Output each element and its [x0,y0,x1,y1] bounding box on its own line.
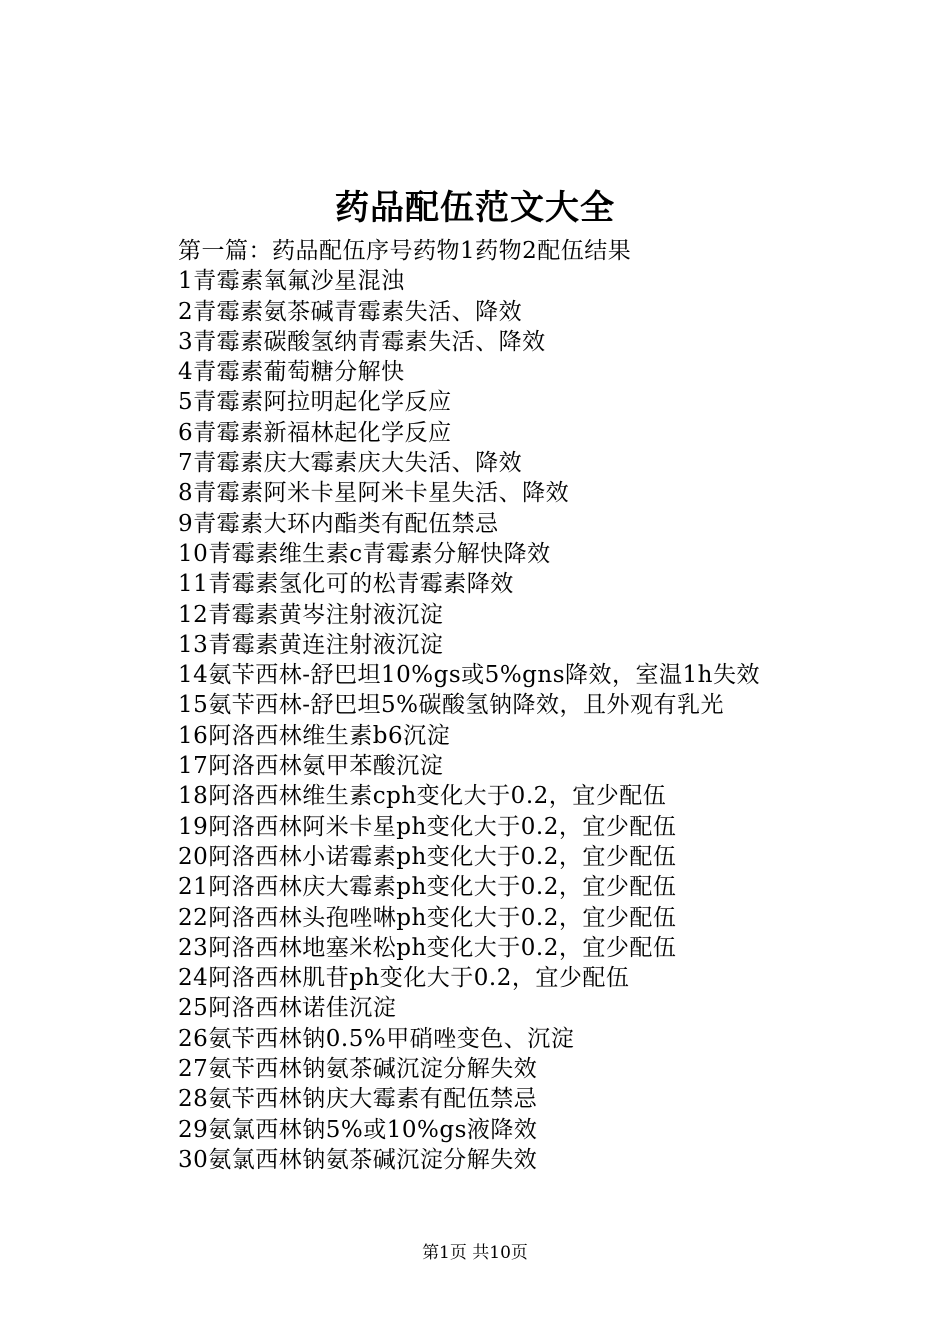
list-item: 28氨苄西林钠庆大霉素有配伍禁忌 [178,1086,538,1113]
list-item: 13青霉素黄连注射液沉淀 [178,631,444,658]
list-item: 9青霉素大环内酯类有配伍禁忌 [178,510,499,537]
list-item: 4青霉素葡萄糖分解快 [178,359,405,386]
document-title: 药品配伍范文大全 [335,188,615,228]
list-item: 24阿洛西林肌苷ph变化大于0.2，宜少配伍 [178,965,630,992]
list-item: 29氨氯西林钠5%或10%gs液降效 [178,1116,538,1143]
list-item: 27氨苄西林钠氨茶碱沉淀分解失效 [178,1056,538,1083]
list-item: 20阿洛西林小诺霉素ph变化大于0.2，宜少配伍 [178,843,677,870]
list-item: 6青霉素新福林起化学反应 [178,419,452,446]
list-item: 15氨苄西林-舒巴坦5%碳酸氢钠降效，且外观有乳光 [178,692,725,719]
list-item: 7青霉素庆大霉素庆大失活、降效 [178,450,523,477]
intro-line: 第一篇：药品配伍序号药物1药物2配伍结果 [178,238,632,264]
list-item: 17阿洛西林氨甲苯酸沉淀 [178,753,444,780]
list-item: 10青霉素维生素c青霉素分解快降效 [178,540,551,567]
list-item: 16阿洛西林维生素b6沉淀 [178,722,451,749]
list-item: 3青霉素碳酸氢纳青霉素失活、降效 [178,328,546,355]
list-item: 25阿洛西林诺佳沉淀 [178,995,397,1022]
list-item: 23阿洛西林地塞米松ph变化大于0.2，宜少配伍 [178,934,677,961]
list-item: 22阿洛西林头孢唑啉ph变化大于0.2，宜少配伍 [178,904,677,931]
list-item: 30氨氯西林钠氨茶碱沉淀分解失效 [178,1146,538,1173]
list-item: 26氨苄西林钠0.5%甲硝唑变色、沉淀 [178,1025,575,1052]
page-footer: 第1页 共10页 [422,1243,528,1263]
list-item: 8青霉素阿米卡星阿米卡星失活、降效 [178,480,570,507]
list-item: 1青霉素氧氟沙星混浊 [178,268,405,295]
list-item: 2青霉素氨茶碱青霉素失活、降效 [178,298,523,325]
list-item: 5青霉素阿拉明起化学反应 [178,389,452,416]
list-item: 11青霉素氢化可的松青霉素降效 [178,571,514,598]
document-body [178,236,898,1175]
list-item: 14氨苄西林-舒巴坦10%gs或5%gns降效，室温1h失效 [178,662,760,689]
list-item: 19阿洛西林阿米卡星ph变化大于0.2，宜少配伍 [178,813,677,840]
list-item: 18阿洛西林维生素cph变化大于0.2，宜少配伍 [178,783,667,810]
list-item: 12青霉素黄岑注射液沉淀 [178,601,444,628]
list-item: 21阿洛西林庆大霉素ph变化大于0.2，宜少配伍 [178,874,677,901]
